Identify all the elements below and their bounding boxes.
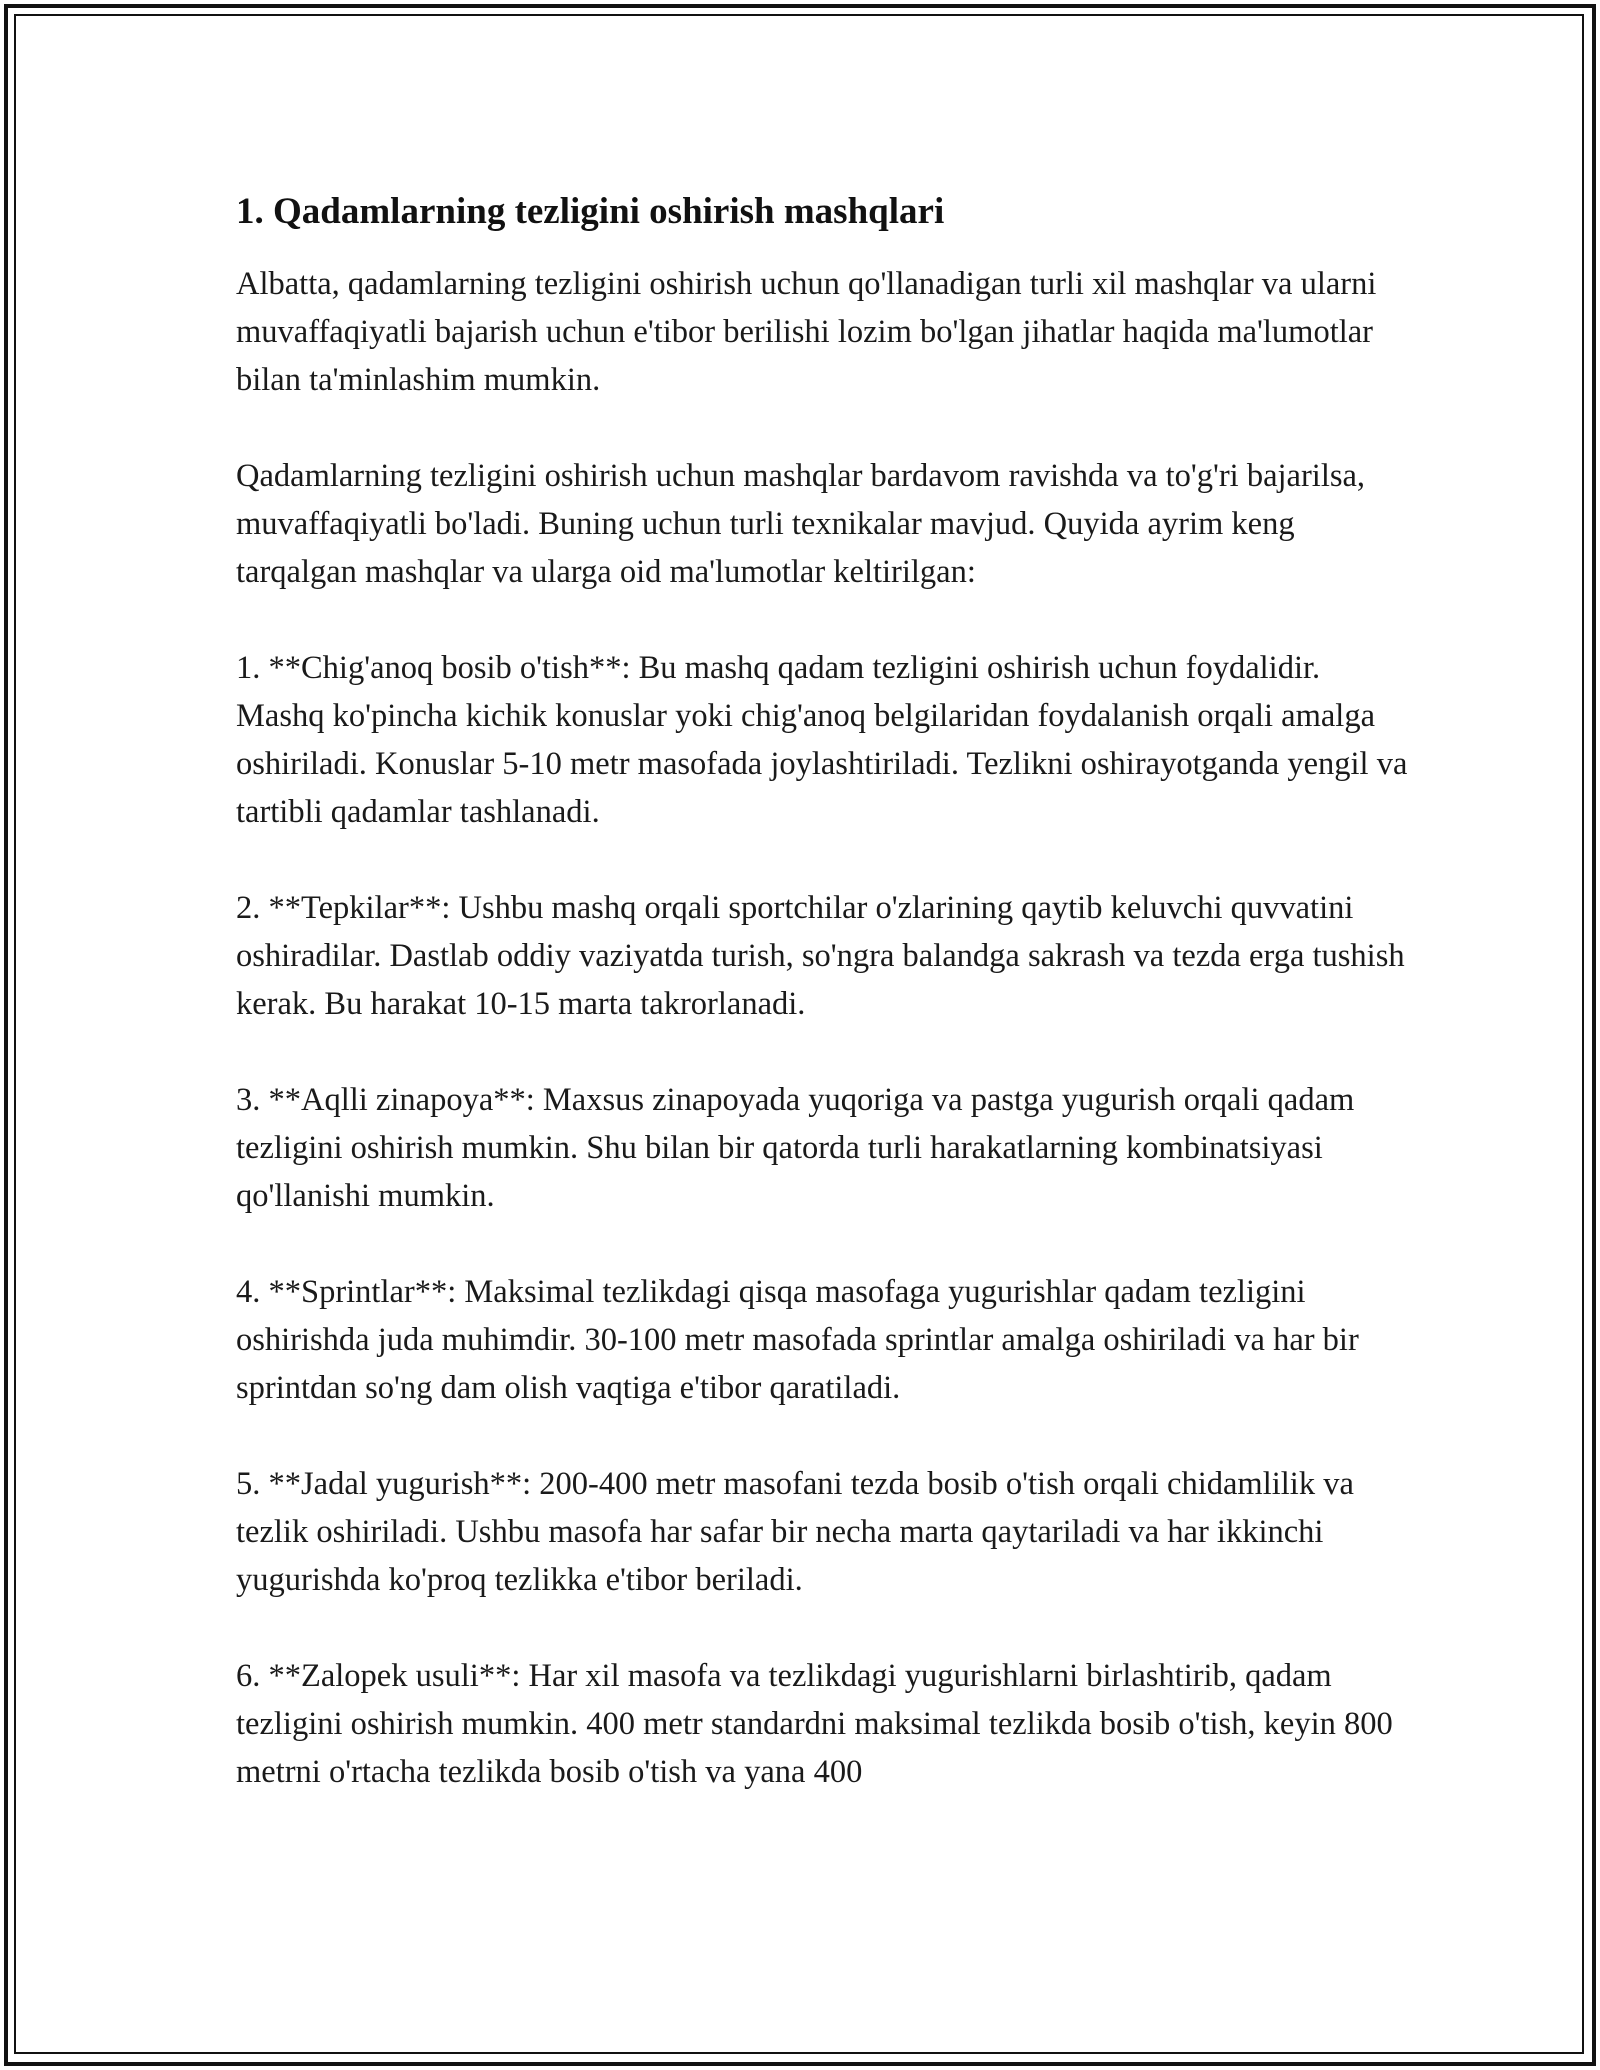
list-item-5: 5. **Jadal yugurish**: 200-400 metr masofani tezda bosib o'tish orqali chidamlilik va tezlik oshiriladi. Ushbu masofa har safar bir necha marta qaytariladi va har ikkinchi yugurishda ko'proq tezlikka e'tibor beriladi. <box>236 1466 1354 1598</box>
list-item-3: 3. **Aqlli zinapoya**: Maxsus zinapoyada yuqoriga va pastga yugurish orqali qadam tezligini oshirish mumkin. Shu bilan bir qatorda turli harakatlarning kombinatsiyasi qo'llanishi mumkin. <box>236 1082 1355 1214</box>
list-item-1: 1. **Chig'anoq bosib o'tish**: Bu mashq qadam tezligini oshirish uchun foydalidir. Mashq ko'pincha kichik konuslar yoki chig'anoq belgilaridan foydalanish orqali amalga oshiriladi. Konuslar 5-10 metr masofada joylashtiriladi. Tezlikni oshirayotganda yengil va tartibli qadamlar tashlanadi. <box>236 650 1408 830</box>
paragraph-overview: Qadamlarning tezligini oshirish uchun mashqlar bardavom ravishda va to'g'ri bajarilsa, muvaffaqiyatli bo'ladi. Buning uchun turli texnikalar mavjud. Quyida ayrim keng tarqalgan mashqlar va ularga oid ma'lumotlar keltirilgan: <box>236 458 1366 590</box>
list-item-4: 4. **Sprintlar**: Maksimal tezlikdagi qisqa masofaga yugurishlar qadam tezligini oshirishda juda muhimdir. 30-100 metr masofada sprintlar amalga oshiriladi va har bir sprintdan so'ng dam olish vaqtiga e'tibor qaratiladi. <box>236 1274 1359 1406</box>
section-heading: 1. Qadamlarning tezligini oshirish mashqlari <box>236 191 945 232</box>
list-item-2: 2. **Tepkilar**: Ushbu mashq orqali sportchilar o'zlarining qaytib keluvchi quvvatini oshiradilar. Dastlab oddiy vaziyatda turish, so'ngra balandga sakrash va tezda erga tushish kerak. Bu harakat 10-15 marta takrorlanadi. <box>236 890 1405 1022</box>
document-body <box>236 188 1416 1796</box>
list-item-6: 6. **Zalopek usuli**: Har xil masofa va tezlikdagi yugurishlarni birlashtirib, qadam tezligini oshirish mumkin. 400 metr standardni maksimal tezlikda bosib o'tish, keyin 800 metrni o'rtacha tezlikda bosib o'tish va yana 400 <box>236 1658 1393 1790</box>
paragraph-intro: Albatta, qadamlarning tezligini oshirish uchun qo'llanadigan turli xil mashqlar va ularni muvaffaqiyatli bajarish uchun e'tibor berilishi lozim bo'lgan jihatlar haqida ma'lumotlar bilan ta'minlashim mumkin. <box>236 266 1377 398</box>
